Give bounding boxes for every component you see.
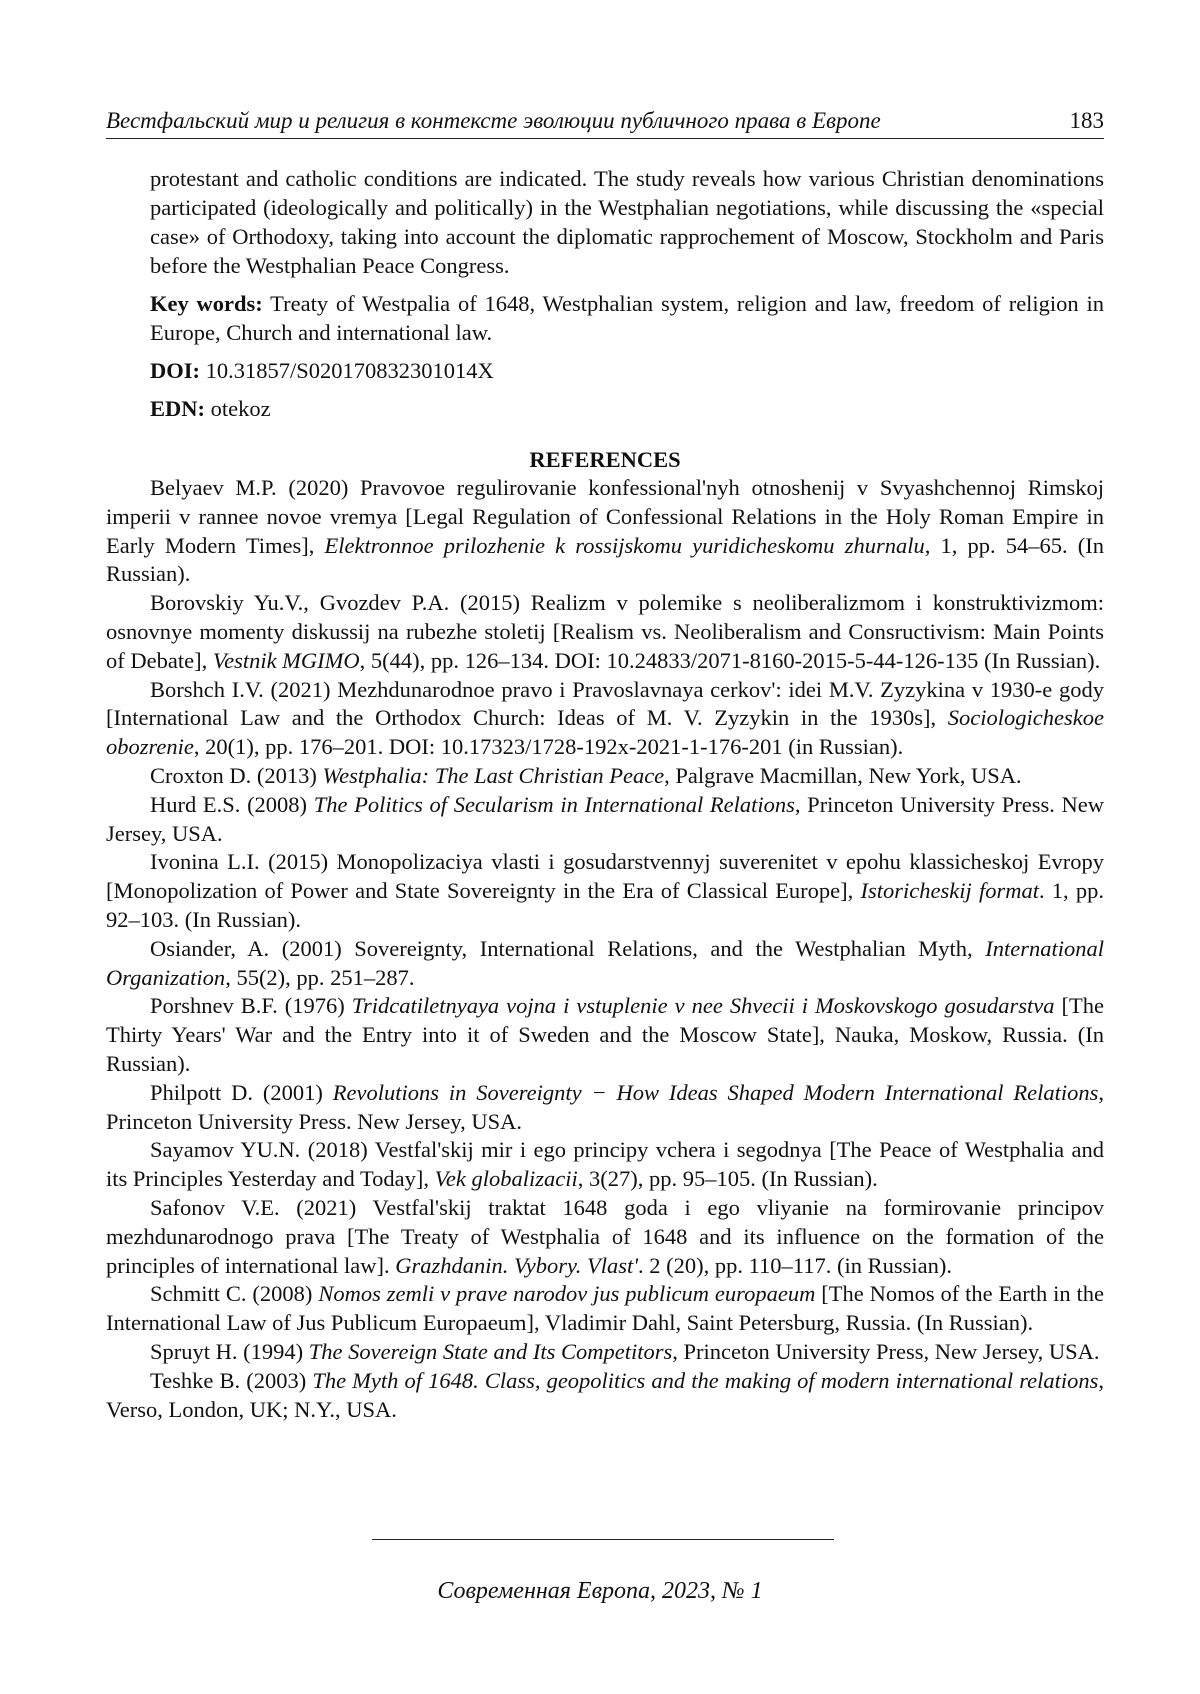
reference-italic: Vestnik MGIMO xyxy=(212,647,360,673)
reference-post: , Verso, London, UK; N.Y., USA. xyxy=(106,1367,1104,1422)
edn-label: EDN: xyxy=(150,396,205,421)
reference-pre: Teshke B. (2003) xyxy=(150,1367,313,1393)
reference-pre: Sayamov YU.N. (2018) Vestfal'skij mir i ego principy vchera i segodnya [The Peace of Westphalia and its Principles Yesterday and Today], xyxy=(106,1137,1104,1192)
reference-italic: Grazhdanin. Vybory. Vlast' xyxy=(395,1252,639,1278)
doi-text: 10.31857/S020170832301014X xyxy=(200,358,494,383)
journal-footer: Современная Европа, 2023, № 1 xyxy=(437,1578,763,1604)
abstract-continuation: protestant and catholic conditions are indicated. The study reveals how various Christian denominations participated (ideologically and politically) in the Westphalian negotiations, while discussing the «special case» of Orthodoxy, taking into account the diplomatic rapprochement of Moscow, Stockholm and Paris before the Westphalian Peace Congress. xyxy=(150,166,1104,278)
reference-post: , 3(27), pp. 95–105. (In Russian). xyxy=(577,1166,878,1192)
reference-italic: The Sovereign State and Its Competitors xyxy=(308,1338,673,1364)
reference-italic: International Organization xyxy=(106,935,1104,990)
reference-post: , Palgrave Macmillan, New York, USA. xyxy=(664,762,1022,788)
reference-item xyxy=(106,1338,1104,1367)
reference-item xyxy=(106,992,1104,1078)
reference-post: , 55(2), pp. 251–287. xyxy=(225,964,415,990)
reference-post: , 5(44), pp. 126–134. DOI: 10.24833/2071-8160-2015-5-44-126-135 (In Russian). xyxy=(359,647,1101,673)
reference-item xyxy=(106,762,1104,791)
reference-pre: Hurd E.S. (2008) xyxy=(150,791,314,817)
reference-item xyxy=(106,589,1104,675)
reference-post: , Princeton University Press, New Jersey, USA. xyxy=(672,1338,1100,1364)
reference-pre: Croxton D. (2013) xyxy=(150,762,323,788)
reference-item xyxy=(106,791,1104,849)
edn xyxy=(150,394,1104,423)
doi xyxy=(150,356,1104,385)
reference-item xyxy=(106,848,1104,934)
keywords-label: Key words: xyxy=(150,291,263,316)
keywords xyxy=(150,289,1104,347)
reference-italic: Sociologicheskoe obozrenie xyxy=(106,705,1104,760)
reference-italic: Vek globalizacii xyxy=(434,1166,578,1192)
running-header xyxy=(106,106,1104,139)
reference-post: , Princeton University Press. New Jersey, USA. xyxy=(106,791,1104,846)
reference-post: . 2 (20), pp. 110–117. (in Russian). xyxy=(638,1252,952,1278)
reference-item xyxy=(106,935,1104,993)
reference-item xyxy=(106,1079,1104,1137)
reference-post: [The Thirty Years' War and the Entry into it of Sweden and the Moscow State], Nauka, Moskow, Russia. (In Russian). xyxy=(106,993,1104,1076)
reference-italic: Istoricheskij format xyxy=(860,878,1039,904)
reference-pre: Porshnev B.F. (1976) xyxy=(150,993,352,1019)
keywords-text: Treaty of Westpalia of 1648, Westphalian system, religion and law, freedom of religion in Europe, Church and international law. xyxy=(150,291,1104,345)
reference-italic: Westphalia: The Last Christian Peace xyxy=(322,762,665,788)
reference-italic: Nomos zemli v prave narodov jus publicum europaeum xyxy=(318,1281,816,1307)
reference-pre: Borovskiy Yu.V., Gvozdev P.A. (2015) Realizm v polemike s neoliberalizmom i konstruktivizmom: osnovnye momenty diskussij na rubezhe stoletij [Realism vs. Neoliberalism and Consructivism: Main Points of Debate], xyxy=(106,590,1104,673)
reference-pre: Osiander, A. (2001) Sovereignty, International Relations, and the Westphalian Myth, xyxy=(150,935,986,961)
page-number: 183 xyxy=(1069,108,1104,133)
reference-post: . 1, pp. 92–103. (In Russian). xyxy=(106,878,1105,932)
reference-italic: Elektronnoe prilozhenie k rossijskomu yuridicheskomu zhurnalu xyxy=(324,532,925,558)
reference-pre: Belyaev M.P. (2020) Pravovoe regulirovanie konfessional'nyh otnoshenij v Svyashchennoj Rimskoj imperii v rannee novoe vremya [Legal Regulation of Confessional Relations in the Holy Roman Empire in Early Modern Times], xyxy=(106,475,1104,558)
reference-item xyxy=(106,1194,1104,1280)
footer-rule xyxy=(372,1539,834,1540)
reference-italic: The Politics of Secularism in International Relations xyxy=(313,791,795,817)
reference-item xyxy=(106,1136,1104,1194)
reference-item xyxy=(106,676,1104,762)
reference-item xyxy=(106,1280,1104,1338)
reference-italic: Tridcatiletnyaya vojna i vstuplenie v nee Shvecii i Moskovskogo gosudarstva xyxy=(351,993,1055,1019)
reference-post: , 20(1), pp. 176–201. DOI: 10.17323/1728-192x-2021-1-176-201 (in Russian). xyxy=(193,734,904,760)
reference-post: [The Nomos of the Earth in the International Law of Jus Publicum Europaeum], Vladimir Dahl, Saint Petersburg, Russia. (In Russian). xyxy=(106,1281,1104,1336)
references-list xyxy=(106,474,1104,1424)
reference-item xyxy=(106,474,1104,589)
reference-pre: Ivonina L.I. (2015) Monopolizaciya vlasti i gosudarstvennyj suverenitet v epohu klassicheskoj Evropy [Monopolization of Power and State Sovereignty in the Era of Classical Europe], xyxy=(106,849,1104,904)
reference-pre: Philpott D. (2001) xyxy=(150,1079,333,1105)
reference-italic: Revolutions in Sovereignty − How Ideas Shaped Modern International Relations xyxy=(332,1079,1099,1105)
main-content xyxy=(106,164,1104,1424)
edn-text: otekoz xyxy=(205,396,271,421)
reference-pre: Borshch I.V. (2021) Mezhdunarodnoe pravo i Pravoslavnaya cerkov': idei M.V. Zyzykina v 1930-e gody [International Law and the Orthodox Church: Ideas of M. V. Zyzykin in the 1930s], xyxy=(106,676,1104,731)
doi-label: DOI: xyxy=(150,358,200,383)
reference-post: , 1, pp. 54–65. (In Russian). xyxy=(106,532,1104,587)
reference-pre: Schmitt C. (2008) xyxy=(150,1281,319,1307)
reference-pre: Spruyt H. (1994) xyxy=(150,1338,309,1364)
references-title: REFERENCES xyxy=(529,447,681,472)
reference-pre: Safonov V.E. (2021) Vestfal'skij traktat 1648 goda i ego vliyanie na formirovanie principov mezhdunarodnogo prava [The Treaty of Westphalia of 1648 and its influence on the formation of the principles of international law]. xyxy=(106,1194,1104,1278)
running-title: Вестфальский мир и религия в контексте эволюции публичного права в Европе xyxy=(106,108,881,133)
reference-post: , Princeton University Press. New Jersey, USA. xyxy=(106,1079,1104,1134)
reference-item xyxy=(106,1367,1104,1425)
reference-italic: The Myth of 1648. Class, geopolitics and the making of modern international relations xyxy=(312,1367,1099,1393)
